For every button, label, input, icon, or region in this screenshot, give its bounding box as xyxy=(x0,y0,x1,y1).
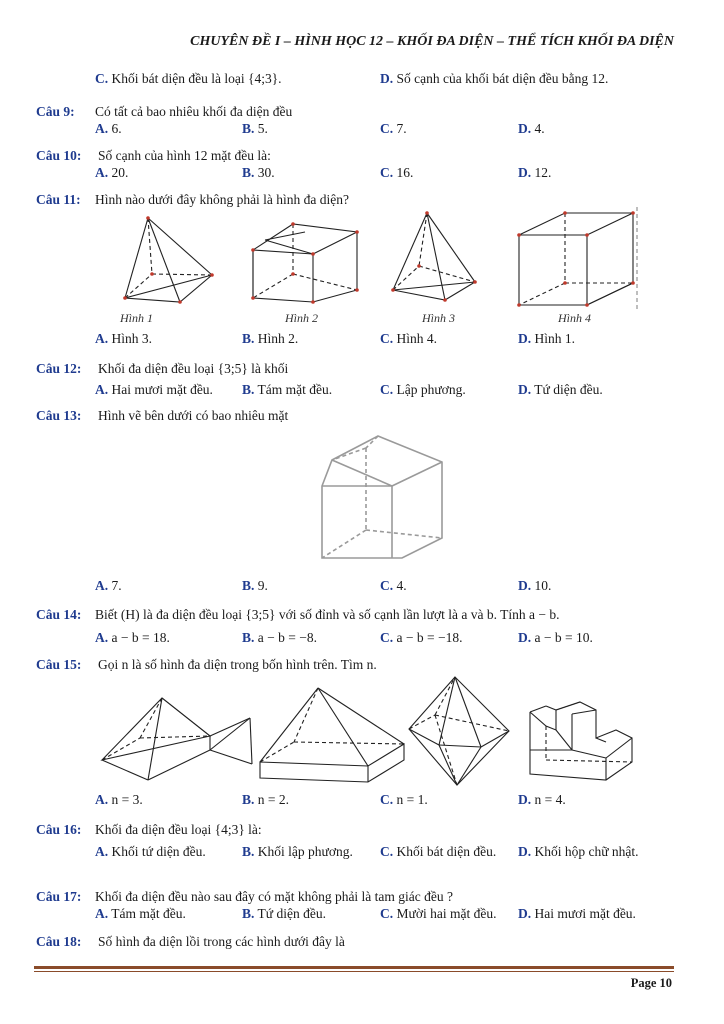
figure-q15-3 xyxy=(405,675,515,790)
question-number: Câu 14: xyxy=(36,607,82,622)
q17-option-b[interactable] xyxy=(242,906,326,922)
option-text: 5. xyxy=(257,121,268,136)
option-text: Khối bát diện đều là loại {4;3}. xyxy=(111,71,282,86)
option-label: B. xyxy=(242,382,255,397)
q8-option-d[interactable] xyxy=(380,71,608,87)
figure-caption: Hình 1 xyxy=(120,311,153,325)
question-number: Câu 17: xyxy=(36,889,82,904)
option-label: C. xyxy=(95,71,109,86)
footer-rule xyxy=(34,966,674,969)
option-label: A. xyxy=(95,121,109,136)
q10-option-d[interactable] xyxy=(518,165,551,181)
q11-option-b[interactable] xyxy=(242,331,298,347)
q16-option-b[interactable] xyxy=(242,844,353,860)
q9-option-b[interactable] xyxy=(242,121,268,137)
option-text: Hình 3. xyxy=(111,331,152,346)
q16-option-c[interactable] xyxy=(380,844,496,860)
option-label: A. xyxy=(95,630,109,645)
q17-option-a[interactable] xyxy=(95,906,186,922)
option-label: C. xyxy=(380,906,394,921)
option-label: C. xyxy=(380,630,394,645)
option-label: B. xyxy=(242,165,255,180)
q11-option-c[interactable] xyxy=(380,331,437,347)
option-text: Hình 1. xyxy=(534,331,575,346)
q11-option-a[interactable] xyxy=(95,331,152,347)
figure-hinh-4 xyxy=(515,205,645,310)
figure-hinh-3 xyxy=(385,210,485,310)
option-label: D. xyxy=(380,71,394,86)
option-text: 20. xyxy=(111,165,129,180)
q10-option-b[interactable] xyxy=(242,165,275,181)
option-text: a − b = 18. xyxy=(111,630,170,645)
option-label: C. xyxy=(380,165,394,180)
q8-option-c[interactable] xyxy=(95,71,282,87)
option-text: Khối tứ diện đều. xyxy=(111,844,206,859)
option-text: Số cạnh của khối bát diện đều bằng 12. xyxy=(396,71,609,86)
q15-option-b[interactable] xyxy=(242,792,289,808)
option-label: B. xyxy=(242,906,255,921)
q12-option-a[interactable] xyxy=(95,382,213,398)
option-text: 4. xyxy=(534,121,545,136)
question-number: Câu 11: xyxy=(36,192,81,207)
option-text: n = 1. xyxy=(396,792,428,807)
option-text: Tứ diện đều. xyxy=(534,382,603,397)
figure-caption: Hình 3 xyxy=(422,311,455,325)
option-label: B. xyxy=(242,630,255,645)
option-label: D. xyxy=(518,331,532,346)
option-label: C. xyxy=(380,382,394,397)
q15-option-c[interactable] xyxy=(380,792,428,808)
option-text: Khối bát diện đều. xyxy=(396,844,497,859)
option-text: Hình 2. xyxy=(257,331,299,346)
option-label: C. xyxy=(380,792,394,807)
option-text: a − b = −18. xyxy=(396,630,463,645)
figure-hinh-1 xyxy=(115,215,225,310)
q13-option-a[interactable] xyxy=(95,578,122,594)
q10-option-c[interactable] xyxy=(380,165,413,181)
page-header: CHUYÊN ĐỀ I – HÌNH HỌC 12 – KHỐI ĐA DIỆN – THỂ TÍCH KHỐI ĐA DIỆN xyxy=(190,34,674,49)
question-text: Khối đa diện đều nào sau đây có mặt không phải là tam giác đều ? xyxy=(95,889,454,904)
question-text: Có tất cả bao nhiêu khối đa diện đều xyxy=(95,104,293,119)
q14-option-d[interactable] xyxy=(518,630,593,646)
option-text: Khối hộp chữ nhật. xyxy=(534,844,639,859)
option-label: C. xyxy=(380,578,394,593)
option-label: B. xyxy=(242,792,255,807)
option-label: A. xyxy=(95,578,109,593)
question-text: Biết (H) là đa diện đều loại {3;5} với số đỉnh và số cạnh lần lượt là a và b. Tính a − b. xyxy=(95,607,560,622)
figure-caption: Hình 2 xyxy=(285,311,318,325)
q13-option-b[interactable] xyxy=(242,578,268,594)
q12-option-c[interactable] xyxy=(380,382,466,398)
option-text: Hình 4. xyxy=(396,331,437,346)
option-label: D. xyxy=(518,906,532,921)
option-label: D. xyxy=(518,578,532,593)
footer-rule-thin xyxy=(34,971,674,972)
question-text: Gọi n là số hình đa diện trong bốn hình trên. Tìm n. xyxy=(98,657,377,672)
q13-option-d[interactable] xyxy=(518,578,551,594)
q9-option-d[interactable] xyxy=(518,121,545,137)
option-label: D. xyxy=(518,165,532,180)
option-text: 6. xyxy=(111,121,122,136)
option-text: Tám mặt đều. xyxy=(257,382,333,397)
option-label: A. xyxy=(95,165,109,180)
option-label: D. xyxy=(518,382,532,397)
option-label: C. xyxy=(380,331,394,346)
option-label: A. xyxy=(95,906,109,921)
question-number: Câu 10: xyxy=(36,148,82,163)
option-label: C. xyxy=(380,121,394,136)
option-label: B. xyxy=(242,331,255,346)
q15-option-a[interactable] xyxy=(95,792,143,808)
q17-option-d[interactable] xyxy=(518,906,636,922)
q14-option-a[interactable] xyxy=(95,630,170,646)
option-label: A. xyxy=(95,331,109,346)
option-label: B. xyxy=(242,578,255,593)
q9-option-c[interactable] xyxy=(380,121,407,137)
q17-option-c[interactable] xyxy=(380,906,496,922)
question-text: Khối đa diện đều loại {3;5} là khối xyxy=(98,361,289,376)
question-text: Số hình đa diện lồi trong các hình dưới đây là xyxy=(98,934,345,949)
figure-caption: Hình 4 xyxy=(558,311,591,325)
page-number: Page 10 xyxy=(630,976,672,990)
question-number: Câu 15: xyxy=(36,657,82,672)
figure-q15-4 xyxy=(526,688,636,788)
option-label: B. xyxy=(242,844,255,859)
option-text: Lập phương. xyxy=(396,382,466,397)
option-label: A. xyxy=(95,382,109,397)
question-number: Câu 18: xyxy=(36,934,82,949)
question-text: Hình vẽ bên dưới có bao nhiêu mặt xyxy=(98,408,289,423)
option-text: a − b = −8. xyxy=(257,630,317,645)
option-text: Tứ diện đều. xyxy=(257,906,326,921)
figure-q15-1 xyxy=(100,690,260,790)
q15-option-d[interactable] xyxy=(518,792,566,808)
option-label: C. xyxy=(380,844,394,859)
q9-option-a[interactable] xyxy=(95,121,122,137)
q14-option-c[interactable] xyxy=(380,630,462,646)
question-number: Câu 13: xyxy=(36,408,82,423)
option-text: n = 3. xyxy=(111,792,143,807)
question-text: Hình nào dưới đây không phải là hình đa diện? xyxy=(95,192,350,207)
q12-option-d[interactable] xyxy=(518,382,603,398)
q13-option-c[interactable] xyxy=(380,578,407,594)
question-number: Câu 16: xyxy=(36,822,82,837)
figure-hinh-2 xyxy=(245,210,365,310)
figure-q15-2 xyxy=(258,686,408,786)
q10-option-a[interactable] xyxy=(95,165,128,181)
q12-option-b[interactable] xyxy=(242,382,332,398)
option-label: D. xyxy=(518,792,532,807)
q16-option-d[interactable] xyxy=(518,844,639,860)
figure-q13-solid xyxy=(318,434,448,560)
option-label: D. xyxy=(518,844,532,859)
option-text: n = 4. xyxy=(534,792,566,807)
option-label: A. xyxy=(95,844,109,859)
option-text: Hai mươi mặt đều. xyxy=(534,906,636,921)
question-text: Số cạnh của hình 12 mặt đều là: xyxy=(98,148,271,163)
option-text: 12. xyxy=(534,165,552,180)
option-text: 7. xyxy=(396,121,407,136)
option-text: 30. xyxy=(257,165,275,180)
q14-option-b[interactable] xyxy=(242,630,317,646)
question-number: Câu 9: xyxy=(36,104,75,119)
option-label: D. xyxy=(518,121,532,136)
option-text: a − b = 10. xyxy=(534,630,593,645)
option-text: 10. xyxy=(534,578,552,593)
option-text: 4. xyxy=(396,578,407,593)
q11-option-d[interactable] xyxy=(518,331,575,347)
option-text: Mười hai mặt đều. xyxy=(396,906,497,921)
question-number: Câu 12: xyxy=(36,361,82,376)
option-label: B. xyxy=(242,121,255,136)
question-text: Khối đa diện đều loại {4;3} là: xyxy=(95,822,262,837)
option-text: n = 2. xyxy=(257,792,290,807)
option-text: Tám mặt đều. xyxy=(111,906,186,921)
option-text: Hai mươi mặt đều. xyxy=(111,382,213,397)
option-text: 7. xyxy=(111,578,122,593)
option-text: Khối lập phương. xyxy=(257,844,353,859)
option-label: A. xyxy=(95,792,109,807)
option-text: 9. xyxy=(257,578,268,593)
option-label: D. xyxy=(518,630,532,645)
q16-option-a[interactable] xyxy=(95,844,206,860)
option-text: 16. xyxy=(396,165,414,180)
